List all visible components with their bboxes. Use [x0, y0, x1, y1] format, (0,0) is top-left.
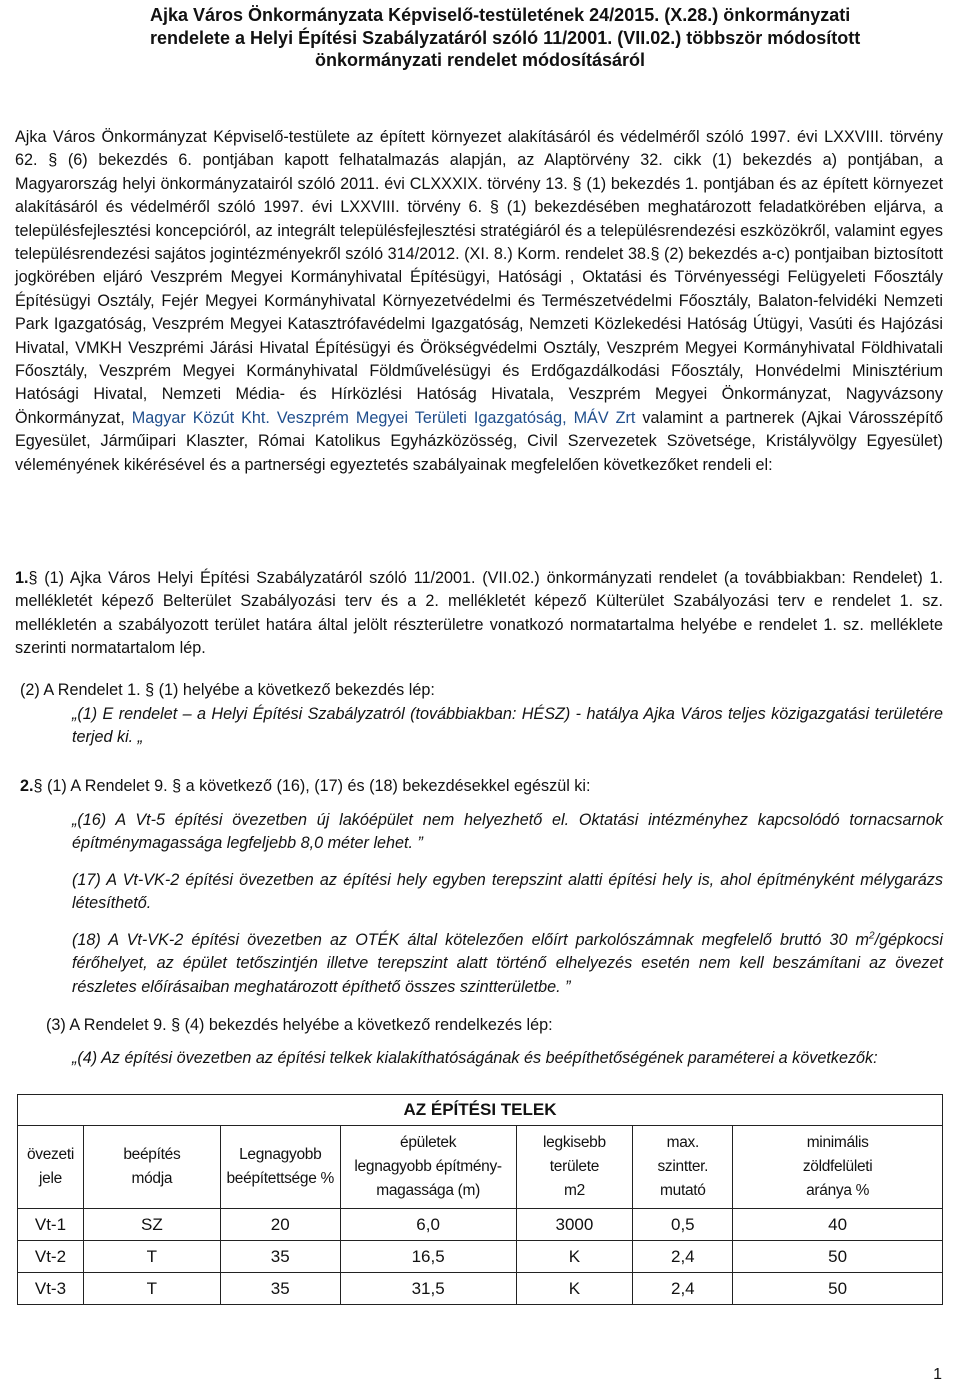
- table-cell: Vt-2: [18, 1241, 84, 1273]
- table-row: [18, 1209, 943, 1241]
- paragraph-18-text-2: /gépkocsi férőhelyet, az épület tetőszintjén illetve terepszint alatt történő elhelyezés esetén nem kell beszámítani az övezet részletes előírásaiban meghatározott építhető összes szintterületbe. ”: [72, 931, 943, 996]
- header-line: max.: [666, 1134, 700, 1151]
- table-cell: SZ: [83, 1209, 220, 1241]
- table-cell: 35: [220, 1241, 340, 1273]
- table-row: [18, 1273, 943, 1305]
- table-header-cell: [220, 1126, 340, 1209]
- table-cell: 16,5: [340, 1241, 516, 1273]
- header-line: aránya %: [806, 1182, 870, 1199]
- superscript-2: 2: [869, 930, 875, 942]
- table-header-cell: [633, 1126, 733, 1209]
- title-line-3: önkormányzati rendelet módosításáról: [314, 50, 646, 70]
- section-1-2-paragraph: (2) A Rendelet 1. § (1) helyébe a következő bekezdés lép:: [20, 681, 435, 699]
- header-line: magassága (m): [376, 1182, 480, 1199]
- table-header-cell: [516, 1126, 633, 1209]
- table-header-row: [18, 1126, 943, 1209]
- table-cell: 35: [220, 1273, 340, 1305]
- document-title: [150, 4, 861, 72]
- header-line: beépítettsége %: [226, 1170, 335, 1187]
- section-1-text: § (1) Ajka Város Helyi Építési Szabályzatáról szóló 11/2001. (VII.02.) önkormányzati rendelet (a továbbiakban: Rendelet) 1. mellékletét képező Belterület Szabályozási terv és a 2. mellékletét képező Külterület Szabályozási terv e rendelet 1. sz. mellékletén a szabályozott terület határa által jelölt részterületre vonatkozó normatartalma helyébe e rendelet 1. sz. melléklete szerinti normatartalom lép.: [15, 569, 943, 658]
- header-line: Legnagyobb: [239, 1146, 322, 1163]
- table-body: [18, 1209, 943, 1305]
- paragraph-18-text-1: (18) A Vt-VK-2 építési övezetben az OTÉK által kötelezően előírt parkolószámnak megfelelő bruttó 30 m: [72, 931, 870, 949]
- table-row: [18, 1241, 943, 1273]
- table-cell: 40: [733, 1209, 943, 1241]
- header-line: épületek: [400, 1134, 457, 1151]
- preamble-text-1: Ajka Város Önkormányzat Képviselő-testülete az épített környezet alakításáról és védelméről szóló 1997. évi LXXVIII. törvény 62. § (6) bekezdés 6. pontjában kapott felhatalmazás alapján, az Alaptörvény 32. cikk (1) bekezdés a) pontjában, a Magyarország helyi önkormányzatairól szóló 2011. évi CLXXXIX. törvény 13. § (1) bekezdés 1. pontjában és az épített környezet alakításáról és védelméről szóló 1997. évi LXXVIII. törvény 6. § (1) bekezdésében meghatározott feladatkörében eljárva, a településfejlesztési koncepcióról, az integrált településfejlesztési stratégiáról és a településrendezési eszközökről, valamint egyes településrendezési sajátos jogintézményekről szóló 314/2012. (XI. 8.) Korm. rendelet 38.§ (2) bekezdés a-c) pontjaiban biztosított jogkörében eljáró Veszprém Megyei Kormányhivatal Építésügyi, Hatósági , Oktatási és Törvényességi Felügyeleti Főosztály Építésügyi Osztály, Fejér Megyei Kormányhivatal Környezetvédelmi és Természetvédelmi Főosztály, Balaton-felvidéki Nemzeti Park Igazgatóság, Veszprém Megyei Katasztrófavédelmi Igazgatóság, Nemzeti Közlekedési Hatóság Útügyi, Vasúti és Hajózási Hivatal, VMKH Veszprémi Járási Hivatal Építésügyi és Örökségvédelmi Osztály, Veszprém Megyei Kormányhivatal Földhivatali Főosztály, Veszprém Megyei Kormányhivatal Földművelésügyi és Erdőgazdálkodási Főosztály, Honvédelmi Minisztérium Hatósági Hivatal, Nemzeti Média- és Hírközlési Hatóság Hivatala, Veszprém Megyei Önkormányzat, Nagyvázsony Önkormányzat,: [15, 128, 943, 427]
- table-cell: T: [83, 1273, 220, 1305]
- header-line: beépítés: [123, 1146, 181, 1163]
- table-cell: 3000: [516, 1209, 633, 1241]
- section-2-number: 2.: [20, 777, 34, 795]
- page-number: 1: [933, 1366, 942, 1383]
- preamble-blue-text: Magyar Közút Kht. Veszprém Megyei Területi Igazgatóság, MÁV Zrt: [131, 408, 636, 427]
- title-line-2: rendelete a Helyi Építési Szabályzatáról szóló 11/2001. (VII.02.) többször módosított: [150, 27, 861, 48]
- header-line: területe: [549, 1158, 600, 1175]
- table-cell: 2,4: [633, 1273, 733, 1305]
- header-line: mutató: [660, 1182, 706, 1199]
- table-cell: 6,0: [340, 1209, 516, 1241]
- table-cell: 20: [220, 1209, 340, 1241]
- header-line: legkisebb: [543, 1134, 606, 1151]
- table-cell: 50: [733, 1273, 943, 1305]
- header-line: övezeti: [26, 1146, 74, 1163]
- section-2-3-quote: „(4) Az építési övezetben az építési telkek kialakíthatóságának és beépíthetőségének paraméterei a következők:: [72, 1049, 878, 1067]
- table-cell: K: [516, 1273, 633, 1305]
- header-line: minimális: [806, 1134, 869, 1151]
- table-cell: 31,5: [340, 1273, 516, 1305]
- table-cell: 0,5: [633, 1209, 733, 1241]
- header-line: legnagyobb építmény-: [354, 1158, 502, 1175]
- paragraph-18-quote: [72, 929, 943, 999]
- title-line-1: Ajka Város Önkormányzata Képviselő-testületének 24/2015. (X.28.) önkormányzati: [150, 5, 851, 25]
- header-line: jele: [39, 1170, 62, 1187]
- table-cell: 2,4: [633, 1241, 733, 1273]
- section-1-paragraph: [15, 567, 943, 661]
- table-cell: 50: [733, 1241, 943, 1273]
- preamble-text-2: valamint a partnerek (Ajkai Városszépítő Egyesület, Járműipari Klaszter, Római Katolikus Egyházközösség, Civil Szervezetek Szövetsége, Kristályvölgy Egyesület) véleményének kikérésével és a partnerségi egyeztetés szabályainak megfelelően következőket rendeli el:: [15, 408, 943, 474]
- preamble-paragraph: [15, 126, 943, 477]
- table-cell: Vt-3: [18, 1273, 84, 1305]
- header-line: módja: [131, 1170, 173, 1187]
- table-cell: T: [83, 1241, 220, 1273]
- paragraph-17-quote: (17) A Vt-VK-2 építési övezetben az építési hely egyben terepszint alatti építési hely is, ahol építményként mélygarázs létesíthető.: [72, 871, 943, 913]
- section-2-3-paragraph: (3) A Rendelet 9. § (4) bekezdés helyébe a következő rendelkezés lép:: [46, 1016, 553, 1034]
- table-cell: Vt-1: [18, 1209, 84, 1241]
- header-line: zöldfelületi: [802, 1158, 873, 1175]
- table-header-cell: [733, 1126, 943, 1209]
- header-line: szintter.: [657, 1158, 709, 1175]
- section-1-2-quote: „(1) E rendelet – a Helyi Építési Szabályzatról (továbbiakban: HÉSZ) - hatálya Ajka Város teljes közigazgatási területére terjed ki. „: [72, 705, 943, 747]
- table-header-cell: [340, 1126, 516, 1209]
- building-parameters-table: [17, 1094, 943, 1305]
- table-header-cell: [18, 1126, 84, 1209]
- section-2-paragraph: [20, 775, 943, 798]
- table-caption: AZ ÉPÍTÉSI TELEK: [18, 1095, 943, 1126]
- paragraph-16-quote: „(16) A Vt-5 építési övezetben új lakóépület nem helyezhető el. Oktatási intézményhez kapcsolódó tornacsarnok építménymagassága legfeljebb 8,0 méter lehet. ”: [72, 811, 943, 853]
- section-2-text: § (1) A Rendelet 9. § a következő (16), (17) és (18) bekezdésekkel egészül ki:: [33, 777, 591, 795]
- header-line: m2: [563, 1182, 585, 1199]
- table-header-cell: [83, 1126, 220, 1209]
- table-cell: K: [516, 1241, 633, 1273]
- section-1-number: 1.: [15, 569, 29, 587]
